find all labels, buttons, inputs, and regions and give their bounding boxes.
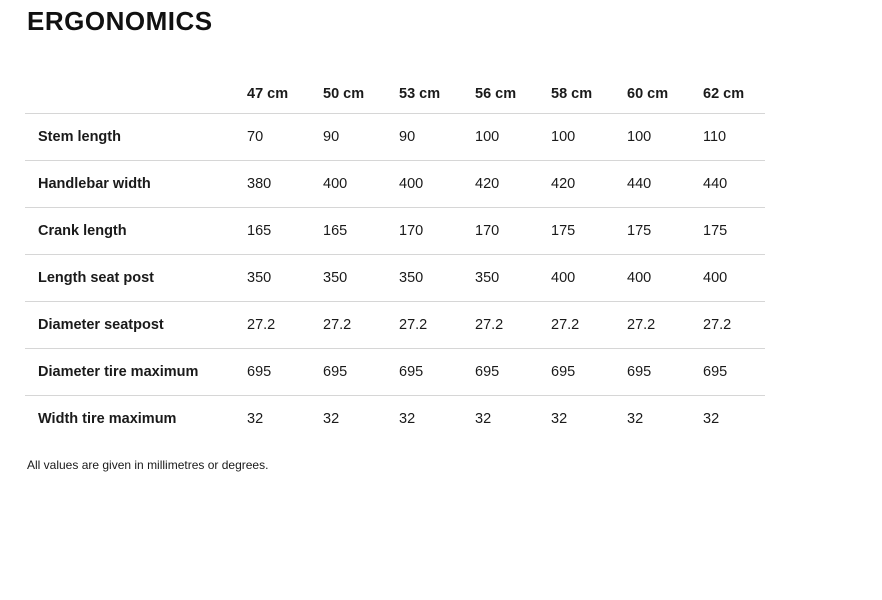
cell-value: 420: [551, 175, 576, 192]
cell-value: 695: [627, 363, 652, 380]
footnote: All values are given in millimetres or degrees.: [27, 458, 269, 472]
table-row: [25, 301, 765, 348]
cell-value: 420: [475, 175, 500, 192]
table-row: [25, 395, 765, 442]
cell-value: 350: [323, 269, 348, 286]
cell-value: 400: [627, 269, 652, 286]
cell-value: 400: [703, 269, 728, 286]
row-label: Width tire maximum: [38, 410, 177, 427]
table-row: [25, 348, 765, 395]
table-body: [25, 113, 765, 442]
cell-value: 400: [323, 175, 348, 192]
table-row: [25, 160, 765, 207]
cell-value: 100: [551, 128, 576, 145]
row-label: Diameter tire maximum: [38, 363, 199, 380]
row-label: Length seat post: [38, 269, 155, 286]
cell-value: 695: [475, 363, 500, 380]
cell-value: 695: [399, 363, 424, 380]
cell-value: 100: [627, 128, 652, 145]
cell-value: 170: [399, 222, 424, 239]
cell-value: 27.2: [475, 316, 504, 333]
cell-value: 695: [323, 363, 348, 380]
cell-value: 32: [627, 410, 644, 427]
cell-value: 350: [247, 269, 272, 286]
table-row: [25, 207, 765, 254]
cell-value: 90: [323, 128, 340, 145]
cell-value: 27.2: [247, 316, 276, 333]
page-title: ERGONOMICS: [27, 6, 213, 36]
table-row: [25, 254, 765, 301]
cell-value: 110: [703, 128, 727, 145]
size-column-header: 53 cm: [399, 85, 441, 102]
cell-value: 32: [399, 410, 416, 427]
cell-value: 400: [551, 269, 576, 286]
cell-value: 32: [323, 410, 340, 427]
cell-value: 70: [247, 128, 264, 145]
size-column-header: 56 cm: [475, 85, 517, 102]
cell-value: 165: [323, 222, 348, 239]
ergonomics-table: [25, 75, 765, 442]
cell-value: 350: [399, 269, 424, 286]
cell-value: 695: [247, 363, 272, 380]
cell-value: 350: [475, 269, 500, 286]
size-column-header: 50 cm: [323, 85, 365, 102]
table-row: [25, 113, 765, 160]
cell-value: 32: [475, 410, 492, 427]
cell-value: 90: [399, 128, 416, 145]
cell-value: 695: [551, 363, 576, 380]
table-header: [25, 75, 765, 113]
cell-value: 27.2: [399, 316, 428, 333]
size-column-header: 47 cm: [247, 85, 289, 102]
cell-value: 175: [627, 222, 652, 239]
cell-value: 27.2: [551, 316, 580, 333]
cell-value: 175: [551, 222, 576, 239]
cell-value: 27.2: [323, 316, 352, 333]
size-column-header: 58 cm: [551, 85, 593, 102]
cell-value: 27.2: [627, 316, 656, 333]
cell-value: 695: [703, 363, 728, 380]
cell-value: 400: [399, 175, 424, 192]
corner-cell: [25, 75, 247, 113]
cell-value: 440: [703, 175, 728, 192]
cell-value: 165: [247, 222, 272, 239]
size-column-header: 62 cm: [703, 85, 745, 102]
row-label: Handlebar width: [38, 175, 151, 192]
cell-value: 27.2: [703, 316, 732, 333]
row-label: Stem length: [38, 128, 121, 145]
row-label: Crank length: [38, 222, 127, 239]
cell-value: 32: [247, 410, 264, 427]
size-header-row: [25, 75, 765, 113]
cell-value: 32: [703, 410, 720, 427]
row-label: Diameter seatpost: [38, 316, 164, 333]
cell-value: 175: [703, 222, 728, 239]
cell-value: 100: [475, 128, 500, 145]
cell-value: 170: [475, 222, 500, 239]
size-column-header: 60 cm: [627, 85, 669, 102]
cell-value: 440: [627, 175, 652, 192]
cell-value: 32: [551, 410, 568, 427]
cell-value: 380: [247, 175, 272, 192]
